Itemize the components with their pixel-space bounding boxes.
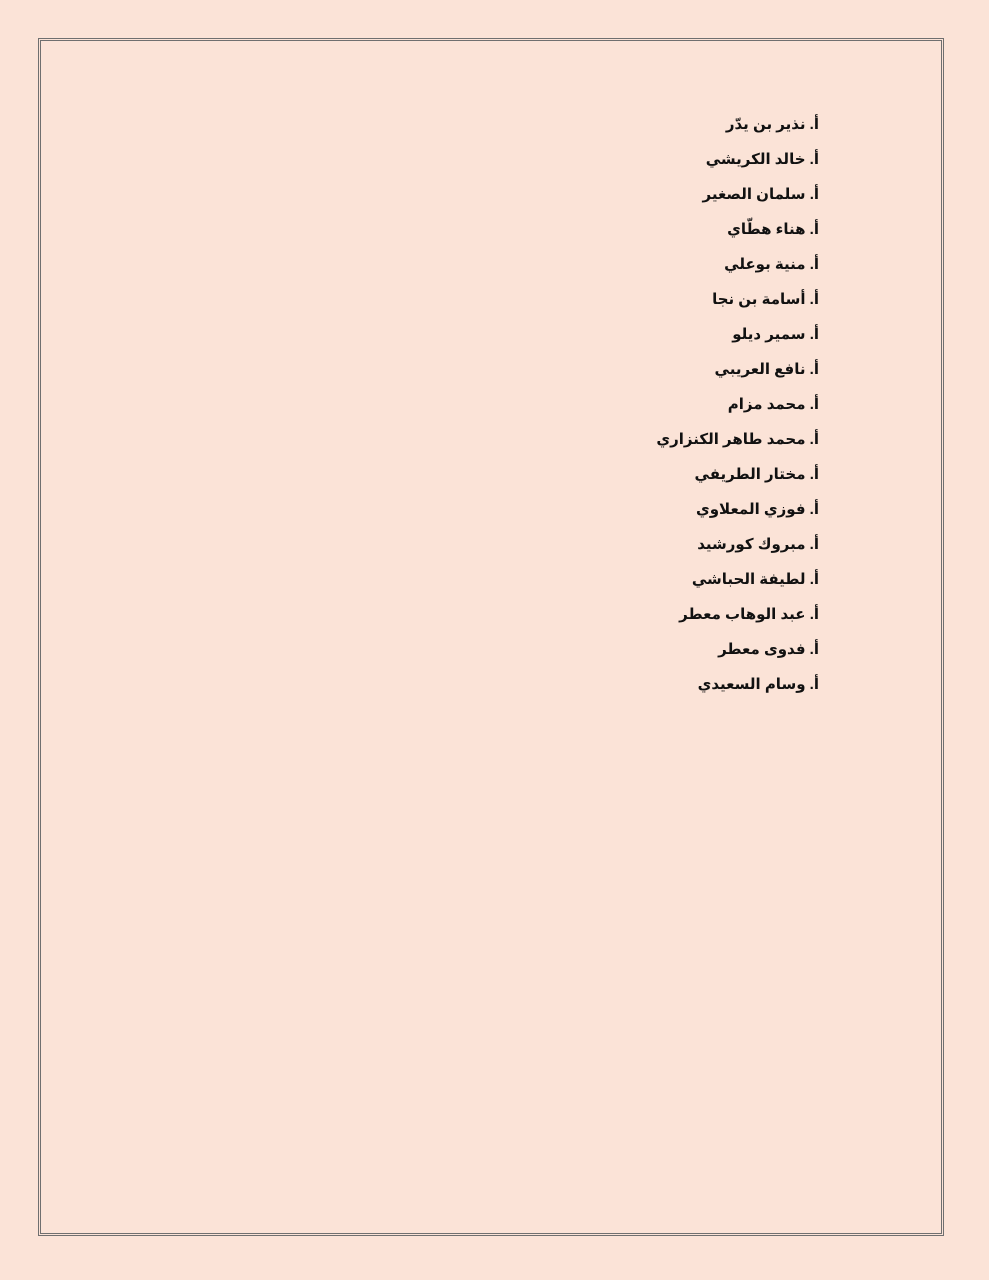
list-item: أ. سلمان الصغير [702,186,819,203]
list-item: أ. أسامة بن نجا [712,291,819,308]
list-item: أ. سمير ديلو [732,326,819,343]
list-item: أ. محمد مزام [727,396,819,413]
list-item: أ. فوزي المعلاوي [695,501,819,518]
list-item: أ. نذير بن يدّر [725,116,819,133]
list-item: أ. نافع العريبي [714,361,819,378]
list-item: أ. لطيفة الحباشي [691,571,819,588]
list-item: أ. محمد طاهر الكنزاري [656,431,819,448]
list-item: أ. خالد الكريشي [705,151,819,168]
list-item: أ. مبروك كورشيد [697,536,819,553]
list-item: أ. عبد الوهاب معطر [679,606,819,623]
list-item: أ. منية بوعلي [724,256,819,273]
list-item: أ. فدوى معطر [718,641,819,658]
list-item: أ. مختار الطريفي [694,466,819,483]
list-item: أ. هناء هطّاي [727,221,819,238]
list-item: أ. وسام السعيدي [697,676,819,693]
names-list [656,115,819,710]
